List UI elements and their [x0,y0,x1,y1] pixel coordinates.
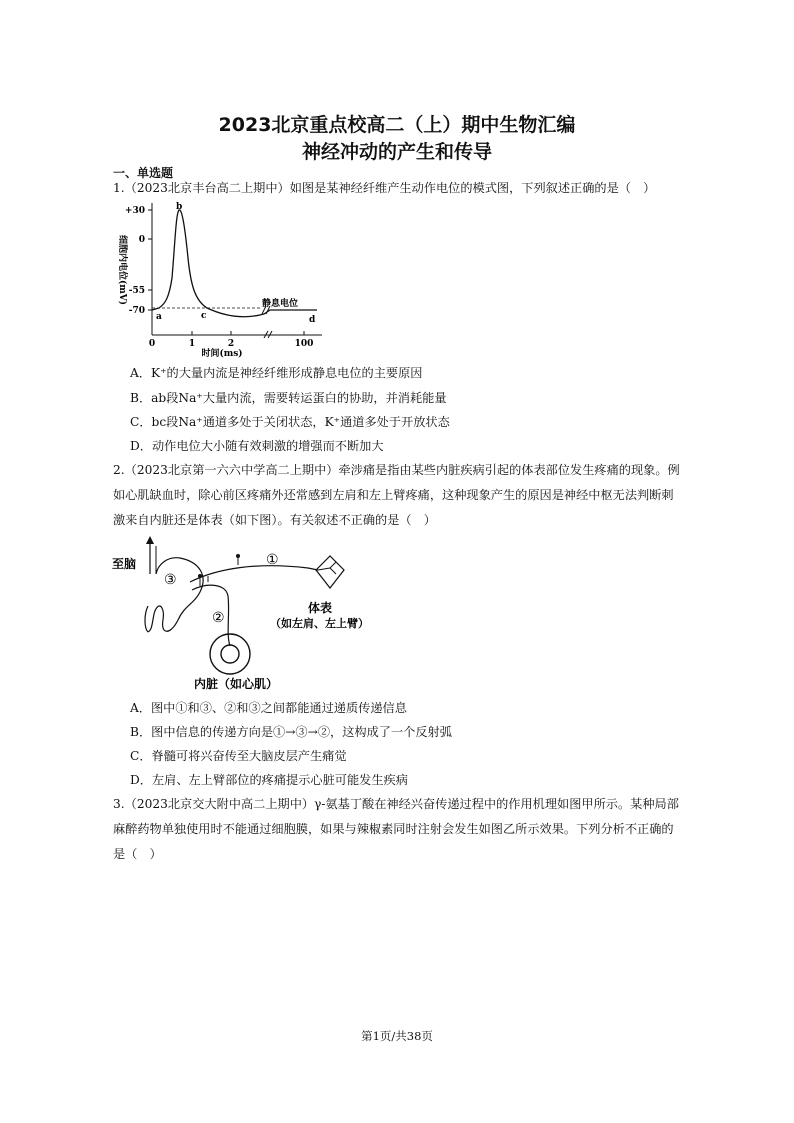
q1-option-a: A．K⁺的大量内流是神经纤维形成静息电位的主要原因 [130,366,423,380]
neuron-2-label: ② [212,610,225,626]
organ-label: 内脏（如心肌） [194,677,279,691]
neuron-3-label: ③ [164,572,177,588]
q2-option-a: A．图中①和③、②和③之间都能通过递质传递信息 [130,701,407,715]
point-b: b [176,202,183,212]
xtick-0: 0 [148,339,156,349]
rest-label: 静息电位 [262,299,299,309]
chart-xlabel: 时间(ms) [201,349,243,358]
q1-option-c: C．bc段Na⁺通道多处于关闭状态，K⁺通道多处于开放状态 [130,415,450,429]
neuron-1-label: ① [266,552,279,568]
brain-label: 至脑 [112,557,137,571]
ytick-0: 0 [138,235,145,245]
chart-ylabel: 细胞内电位(mV) [117,234,127,306]
q2-stem-line2: 如心肌缺血时，除心前区疼痛外还常感到左肩和左上臂疼痛，这种现象产生的原因是神经中枢无法判断刺 [113,488,674,502]
ytick-55: -55 [128,286,145,296]
action-potential-chart [112,198,327,358]
document-subtitle: 神经冲动的产生和传导 [301,141,492,163]
q2-stem-line1: 2.（2023北京第一六六中学高二上期中）牵涉痛是指由某些内脏疾病引起的体表部位发生疼痛的现象。例 [113,463,680,477]
q2-option-c: C．脊髓可将兴奋传至大脑皮层产生痛觉 [130,749,347,763]
point-c: c [201,311,207,321]
surface-label: 体表 [308,601,333,615]
surface-sub-label: （如左肩、左上臂） [270,617,369,630]
page-footer: 第1页/共38页 [361,1029,433,1043]
q3-stem-line2: 麻醉药物单独使用时不能通过细胞膜，如果与辣椒素同时注射会发生如图乙所示效果。下列分析不正确的 [113,822,674,836]
section-heading: 一、单选题 [113,166,174,180]
q2-stem-line3: 激来自内脏还是体表（如下图）。有关叙述不正确的是（ ） [113,513,436,527]
q1-stem: 1.（2023北京丰台高二上期中）如图是某神经纤维产生动作电位的模式图，下列叙述正确的是（ ） [113,181,656,195]
point-a: a [156,312,162,322]
q1-option-b: B．ab段Na⁺大量内流，需要转运蛋白的协助，并消耗能量 [130,391,447,405]
xtick-1: 1 [188,339,196,349]
referred-pain-diagram [108,534,408,696]
xtick-2: 2 [227,339,235,349]
ytick-70: -70 [128,306,145,316]
q3-stem-line1: 3.（2023北京交大附中高二上期中）γ-氨基丁酸在神经兴奋传递过程中的作用机理如图甲所示。某种局部 [113,797,679,811]
q1-option-d: D．动作电位大小随有效刺激的增强而不断加大 [130,439,384,453]
xtick-100: 100 [294,339,314,349]
document-title: 2023北京重点校高二（上）期中生物汇编 [218,114,576,136]
q3-stem-line3: 是（ ） [113,847,162,861]
q2-option-b: B．图中信息的传递方向是①→③→②，这构成了一个反射弧 [130,725,452,739]
point-d: d [309,315,316,325]
q2-option-d: D．左肩、左上臂部位的疼痛提示心脏可能发生疾病 [130,773,408,787]
ytick-30: +30 [124,206,145,216]
